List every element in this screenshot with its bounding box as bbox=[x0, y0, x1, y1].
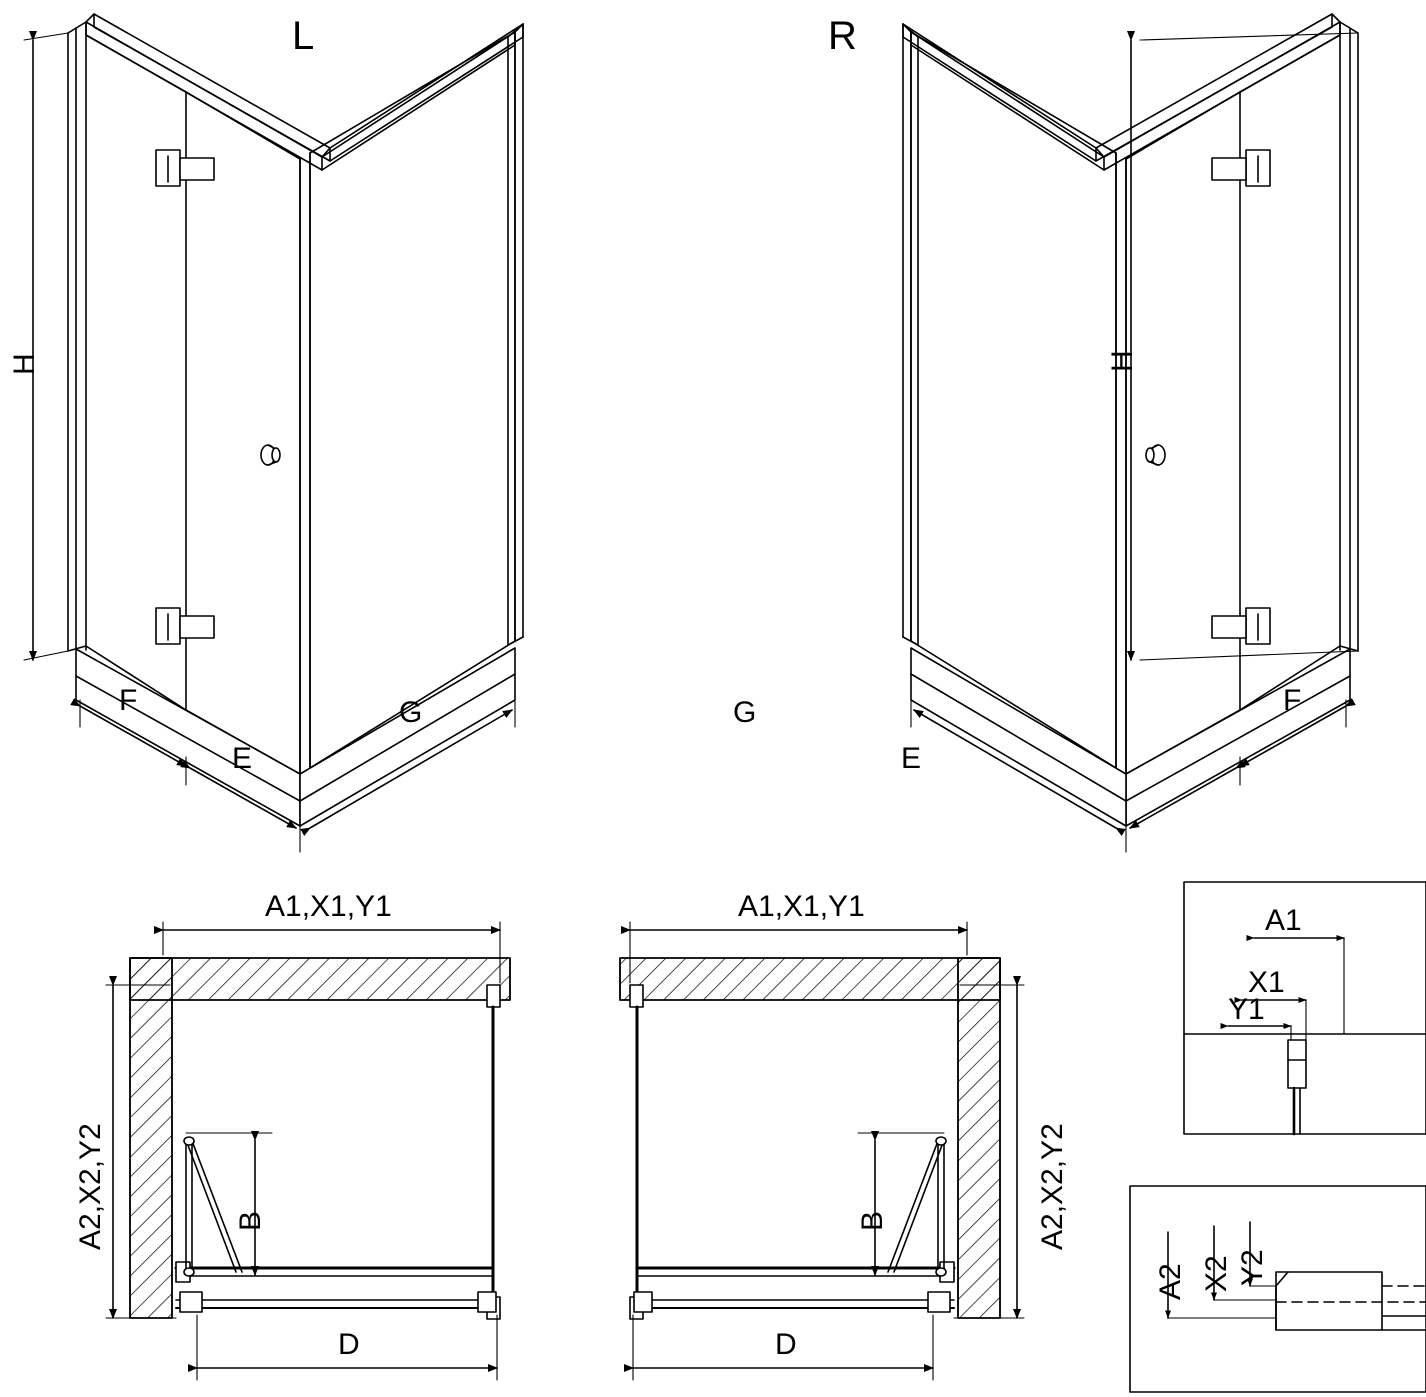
plan-right-top-dim-label: A1,X1,Y1 bbox=[738, 890, 865, 923]
plan-right-inner-dim-label: B bbox=[856, 1210, 889, 1231]
iso-view-right bbox=[903, 14, 1358, 852]
iso-right-label-e: E bbox=[901, 742, 922, 775]
detail-callout-top bbox=[1184, 882, 1426, 1134]
detail-bottom-label-a2: A2 bbox=[1154, 1263, 1187, 1300]
detail-bottom-label-y2: Y2 bbox=[1236, 1249, 1269, 1286]
iso-right-title: R bbox=[828, 14, 857, 58]
plan-left-inner-dim-label: B bbox=[234, 1210, 267, 1231]
plan-left-bottom-dim-label: D bbox=[338, 1328, 360, 1361]
iso-left-label-f: F bbox=[119, 684, 138, 717]
plan-view-left bbox=[106, 922, 510, 1380]
plan-view-right bbox=[620, 922, 1024, 1380]
plan-right-side-dim-label: A2,X2,Y2 bbox=[1036, 1123, 1069, 1250]
plan-left-side-dim-label: A2,X2,Y2 bbox=[74, 1123, 107, 1250]
iso-view-left bbox=[24, 14, 523, 852]
detail-bottom-label-x2: X2 bbox=[1200, 1255, 1233, 1292]
iso-right-height-label: H bbox=[1106, 350, 1139, 372]
iso-right-label-g: G bbox=[733, 696, 757, 729]
iso-left-label-g: G bbox=[399, 696, 423, 729]
iso-right-label-f: F bbox=[1283, 684, 1302, 717]
detail-top-label-a1: A1 bbox=[1265, 904, 1302, 937]
iso-left-title: L bbox=[292, 14, 315, 58]
detail-top-label-y1: Y1 bbox=[1228, 993, 1265, 1026]
detail-top-label-x1: X1 bbox=[1248, 966, 1285, 999]
iso-left-height-label: H bbox=[8, 353, 41, 375]
plan-left-top-dim-label: A1,X1,Y1 bbox=[265, 890, 392, 923]
plan-right-bottom-dim-label: D bbox=[775, 1328, 797, 1361]
iso-left-label-e: E bbox=[232, 742, 253, 775]
